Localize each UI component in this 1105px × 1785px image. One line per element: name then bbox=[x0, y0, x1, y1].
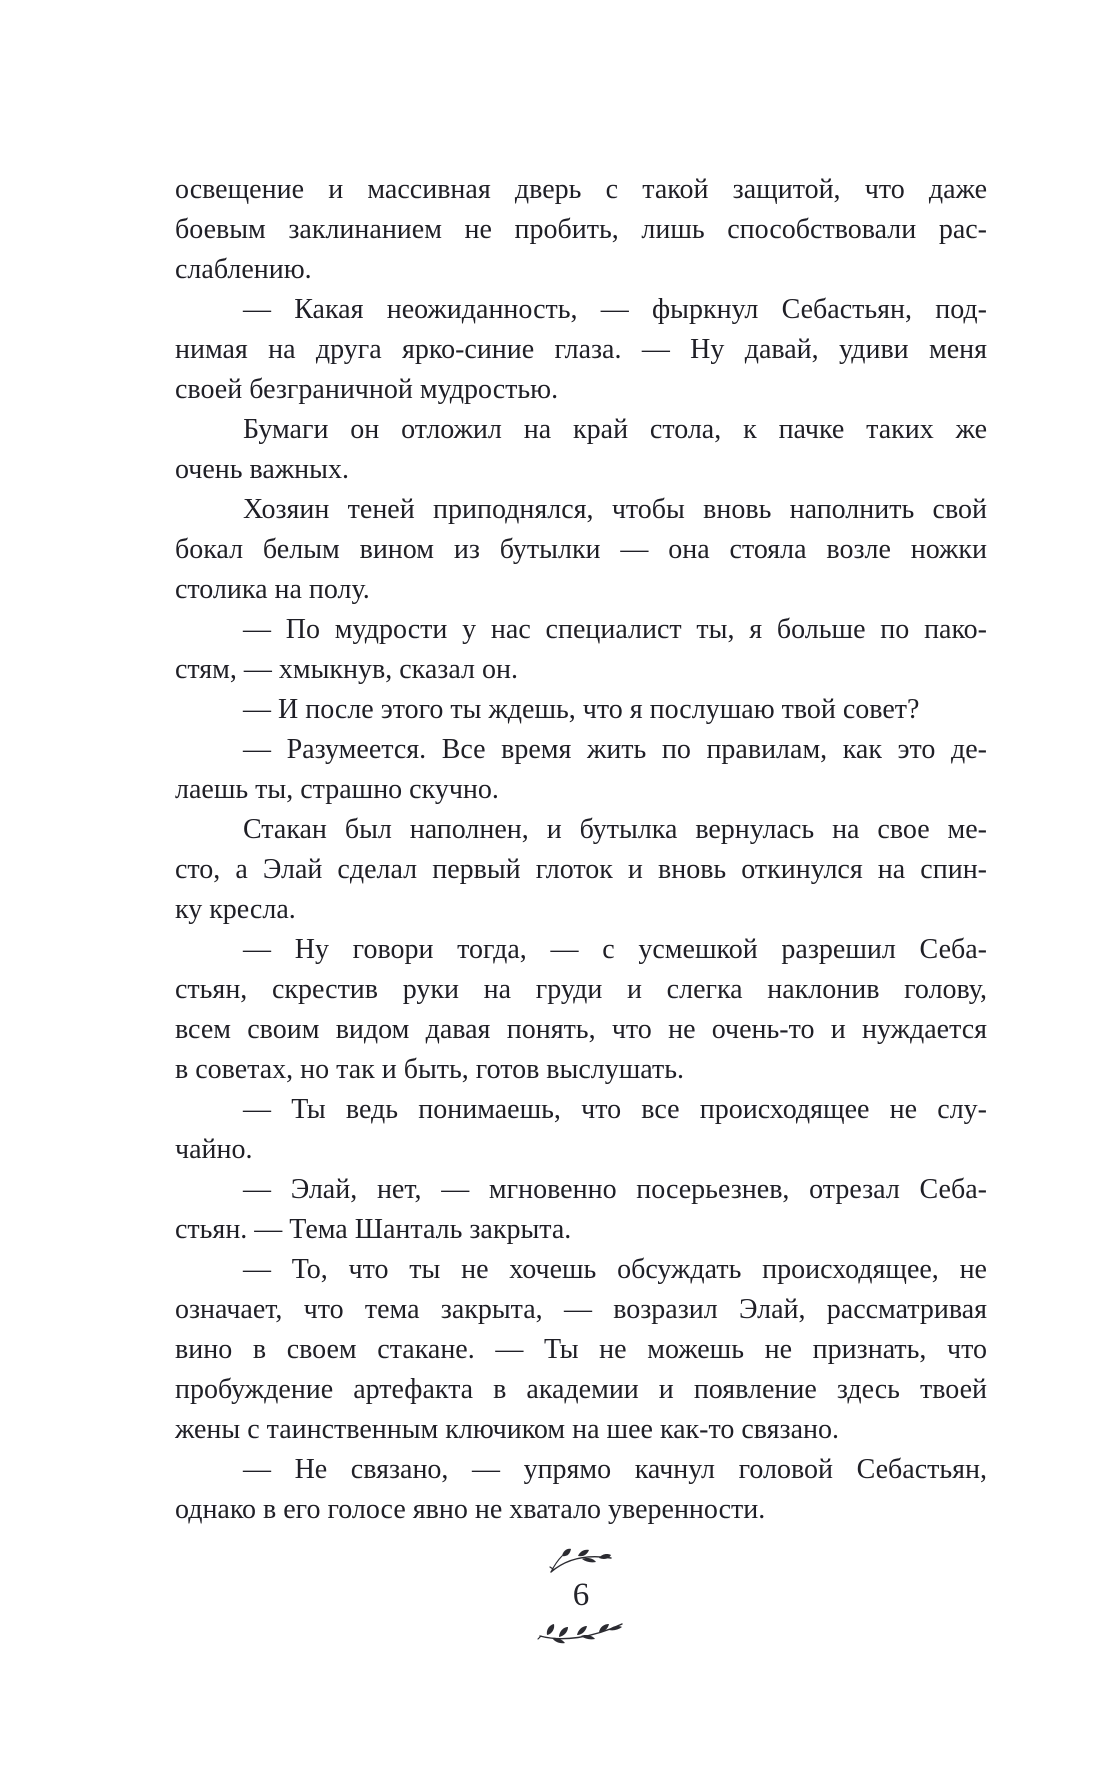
text-line: — По мудрости у нас специалист ты, я больше по пако- bbox=[243, 614, 987, 645]
text-line: боевым заклинанием не пробить, лишь способствовали рас- bbox=[175, 214, 987, 245]
text-block bbox=[175, 170, 987, 1530]
text-line: пробуждение артефакта в академии и появление здесь твоей bbox=[175, 1374, 987, 1405]
text-line: в советах, но так и быть, готов выслушать. bbox=[175, 1054, 684, 1085]
text-line: — Какая неожиданность, — фыркнул Себастьян, под- bbox=[243, 294, 987, 325]
text-line: столика на полу. bbox=[175, 574, 370, 605]
branch-flourish-top-icon bbox=[548, 1548, 614, 1575]
text-line: всем своим видом давая понять, что не очень-то и нуждается bbox=[175, 1014, 987, 1045]
text-line: сто, а Элай сделал первый глоток и вновь откинулся на спин- bbox=[175, 854, 987, 885]
text-line: жены с таинственным ключиком на шее как-то связано. bbox=[175, 1414, 839, 1445]
text-line: чайно. bbox=[175, 1134, 253, 1165]
text-line: — Разумеется. Все время жить по правилам, как это де- bbox=[243, 734, 987, 765]
text-line: стьян. — Тема Шанталь закрыта. bbox=[175, 1214, 572, 1245]
text-line: нимая на друга ярко-синие глаза. — Ну давай, удиви меня bbox=[175, 334, 987, 365]
text-line: слаблению. bbox=[175, 254, 312, 285]
page-footer bbox=[175, 1548, 987, 1645]
text-line: ку кресла. bbox=[175, 894, 296, 925]
text-line: означает, что тема закрыта, — возразил Элай, рассматривая bbox=[175, 1294, 987, 1325]
text-line: очень важных. bbox=[175, 454, 349, 485]
branch-flourish-bottom-icon bbox=[537, 1615, 625, 1645]
page-number: 6 bbox=[572, 1577, 590, 1613]
text-line: освещение и массивная дверь с такой защитой, что даже bbox=[175, 174, 987, 205]
text-line: бокал белым вином из бутылки — она стояла возле ножки bbox=[175, 534, 987, 565]
text-line: Хозяин теней приподнялся, чтобы вновь наполнить свой bbox=[243, 494, 987, 525]
text-line: — Не связано, — упрямо качнул головой Себастьян, bbox=[243, 1454, 987, 1485]
text-line: Бумаги он отложил на край стола, к пачке таких же bbox=[243, 414, 987, 445]
text-line: — Ты ведь понимаешь, что все происходящее не слу- bbox=[243, 1094, 987, 1125]
text-line: — Ну говори тогда, — с усмешкой разрешил Себа- bbox=[243, 934, 987, 965]
text-line: своей безграничной мудростью. bbox=[175, 374, 559, 405]
text-line: стям, — хмыкнув, сказал он. bbox=[175, 654, 518, 685]
text-line: — То, что ты не хочешь обсуждать происходящее, не bbox=[243, 1254, 987, 1285]
text-line: — Элай, нет, — мгновенно посерьезнев, отрезал Себа- bbox=[243, 1174, 987, 1205]
text-line: лаешь ты, страшно скучно. bbox=[175, 774, 499, 805]
text-line: — И после этого ты ждешь, что я послушаю твой совет? bbox=[243, 694, 920, 725]
text-line: однако в его голосе явно не хватало уверенности. bbox=[175, 1494, 766, 1525]
text-line: Стакан был наполнен, и бутылка вернулась на свое ме- bbox=[243, 814, 987, 845]
text-line: стьян, скрестив руки на груди и слегка наклонив голову, bbox=[175, 974, 987, 1005]
text-line: вино в своем стакане. — Ты не можешь не признать, что bbox=[175, 1334, 987, 1365]
